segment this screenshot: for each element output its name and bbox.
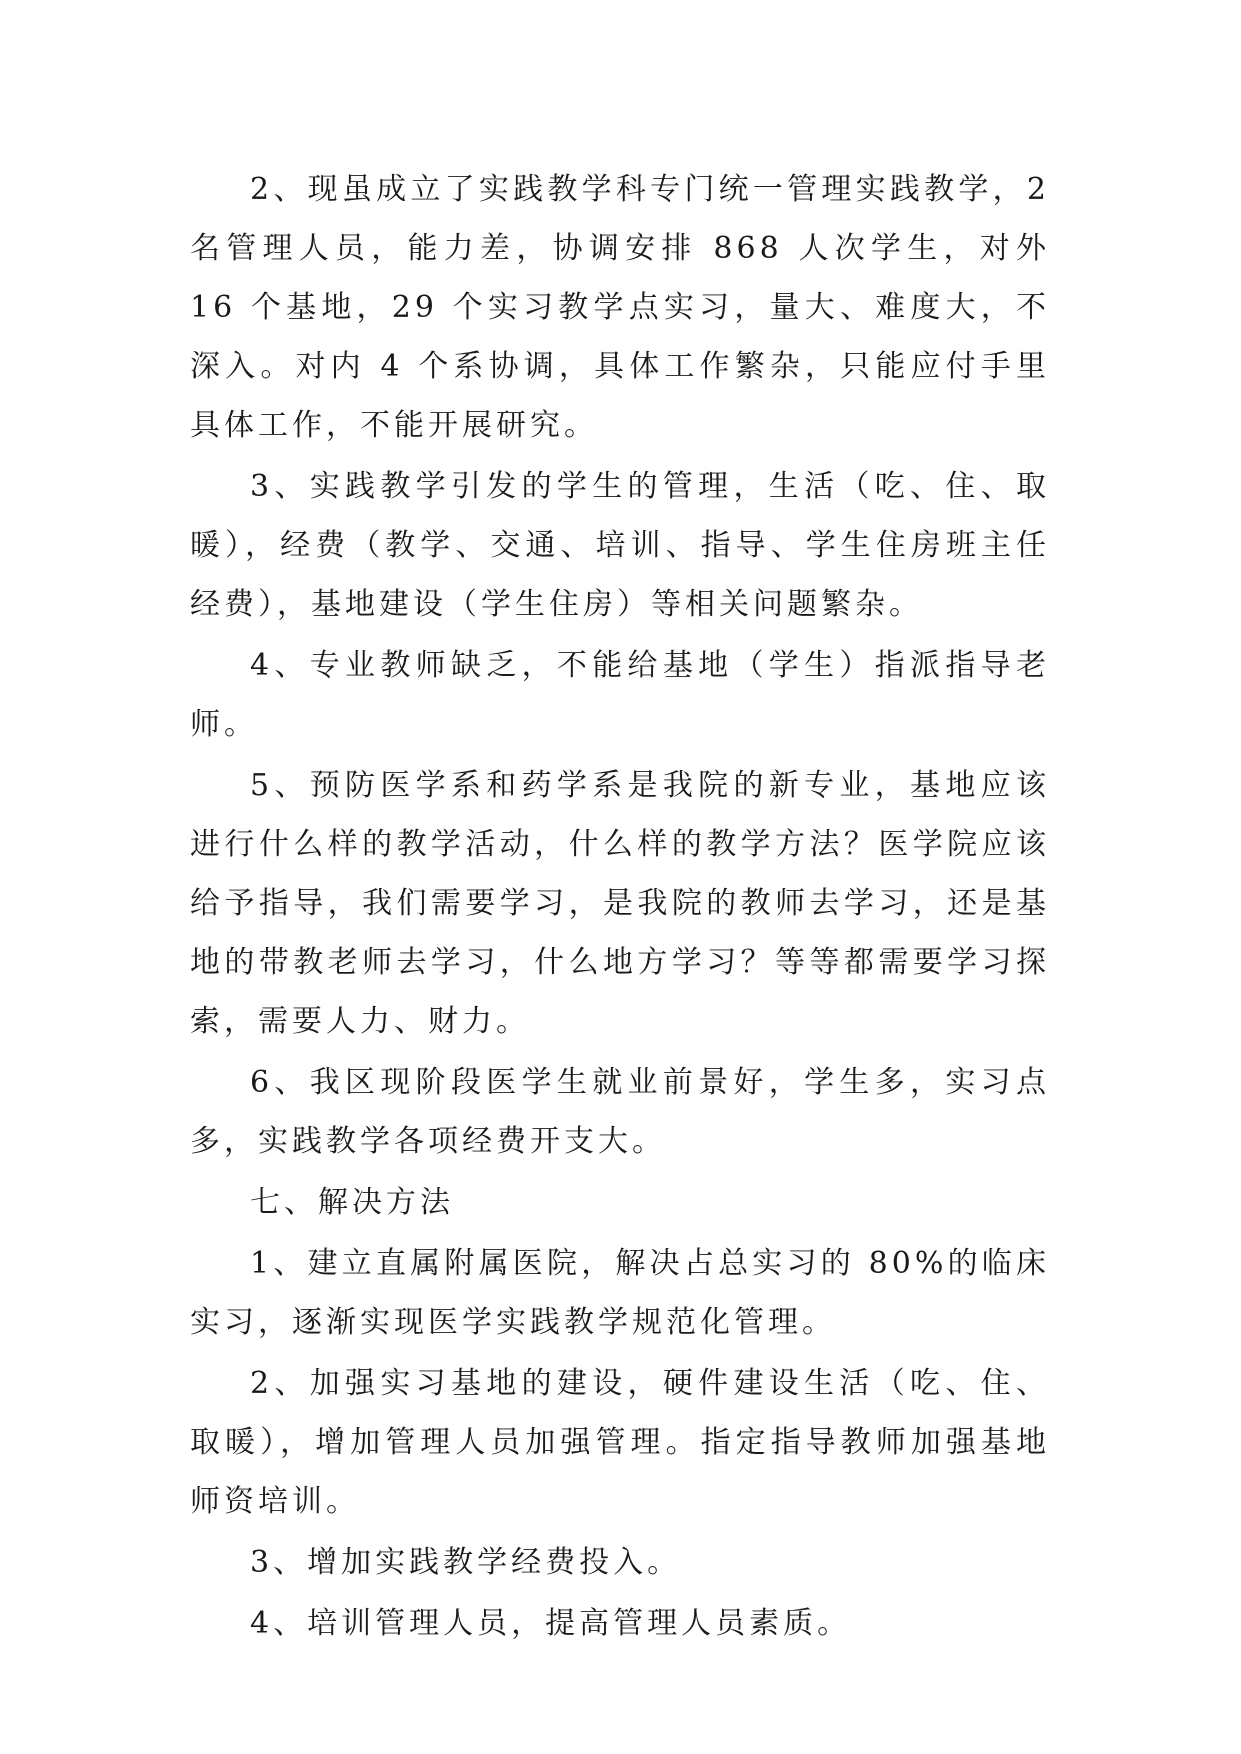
section-heading-solutions: 七、解决方法 bbox=[250, 1185, 454, 1220]
paragraph-solution-4: 4、培训管理人员，提高管理人员素质。 bbox=[250, 1606, 852, 1641]
paragraph-problem-5: 5、预防医学系和药学系是我院的新专业，基地应该进行什么样的教学活动，什么样的教学方法？医学院应该给予指导，我们需要学习，是我院的教师去学习，还是基地的带教老师去学习，什么地方学习？等等都需要学习探索，需要人力、财力。 bbox=[190, 768, 1050, 1039]
paragraph-problem-3: 3、实践教学引发的学生的管理，生活（吃、住、取暖），经费（教学、交通、培训、指导、学生住房班主任经费），基地建设（学生住房）等相关问题繁杂。 bbox=[190, 469, 1050, 622]
paragraph-solution-2: 2、加强实习基地的建设，硬件建设生活（吃、住、取暖），增加管理人员加强管理。指定指导教师加强基地师资培训。 bbox=[190, 1366, 1050, 1519]
paragraph-problem-4: 4、专业教师缺乏，不能给基地（学生）指派指导老师。 bbox=[190, 648, 1050, 742]
document-body bbox=[190, 160, 1050, 1655]
paragraph-solution-3: 3、增加实践教学经费投入。 bbox=[250, 1545, 682, 1580]
paragraph-problem-6: 6、我区现阶段医学生就业前景好，学生多，实习点多，实践教学各项经费开支大。 bbox=[190, 1065, 1050, 1159]
paragraph-solution-1: 1、建立直属附属医院，解决占总实习的 80%的临床实习，逐渐实现医学实践教学规范化管理。 bbox=[190, 1246, 1050, 1340]
paragraph-problem-2: 2、现虽成立了实践教学科专门统一管理实践教学，2 名管理人员，能力差，协调安排 868 人次学生，对外 16 个基地，29 个实习教学点实习，量大、难度大，不深入。对内 4 个系协调，具体工作繁杂，只能应付手里具体工作，不能开展研究。 bbox=[190, 172, 1050, 443]
